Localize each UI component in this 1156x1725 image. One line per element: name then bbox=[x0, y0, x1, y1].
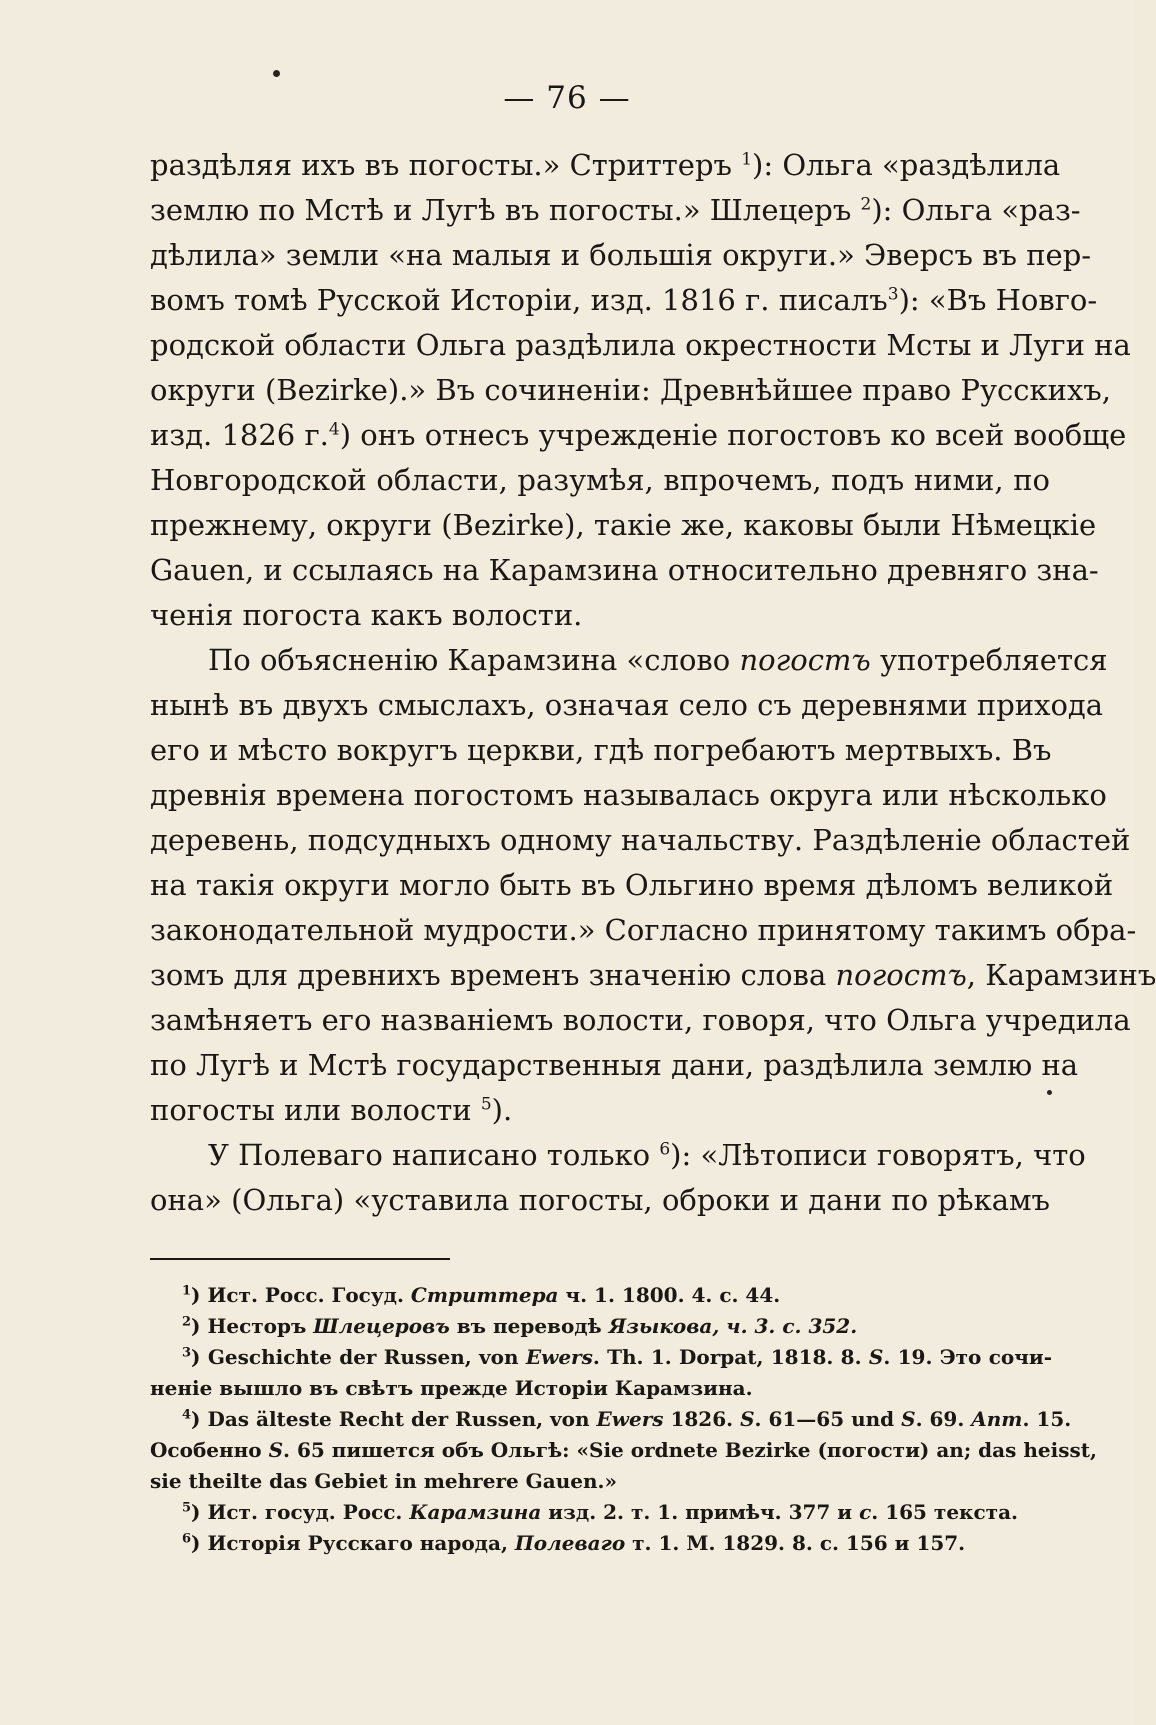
italic-text: погостъ bbox=[739, 643, 871, 677]
text-run: ) онъ отнесъ учрежденіе погостовъ ко всей вообще bbox=[339, 418, 1127, 452]
text-run: . 15. bbox=[1022, 1407, 1072, 1431]
text-run: ): Ольга «раздѣлила bbox=[752, 148, 1061, 182]
text-line bbox=[150, 503, 1097, 548]
text-run: ). bbox=[491, 1093, 513, 1127]
text-run: Новгородской области, разумѣя, впрочемъ, подъ ними, по bbox=[150, 463, 1050, 497]
text-line bbox=[150, 908, 1137, 953]
text-run: прежнему, округи (Bezirke), такіе же, каковы были Нѣмецкіе bbox=[150, 508, 1097, 542]
text-run: зомъ для древнихъ временъ значенію слова bbox=[150, 958, 836, 992]
text-line bbox=[150, 638, 1108, 683]
text-run: въ переводѣ bbox=[449, 1314, 609, 1338]
footnote-separator bbox=[150, 1258, 450, 1260]
text-run: ): Ольга «раз- bbox=[871, 193, 1081, 227]
text-line bbox=[150, 233, 1092, 278]
text-line bbox=[150, 773, 1107, 818]
text-line bbox=[150, 323, 1131, 368]
italic-text: S bbox=[740, 1407, 755, 1431]
ink-speck bbox=[273, 70, 280, 77]
text-run: ) Ист. Росс. Госуд. bbox=[191, 1283, 411, 1307]
footnote-line bbox=[150, 1280, 1052, 1311]
footnote-ref: 5 bbox=[480, 1094, 492, 1115]
footnote-line bbox=[150, 1497, 1052, 1528]
text-line bbox=[150, 143, 1061, 188]
text-run: , Карамзинъ bbox=[966, 958, 1156, 992]
text-run: . 19. Это сочи- bbox=[883, 1345, 1053, 1369]
footnote-ref: 2 bbox=[860, 194, 872, 215]
footnote-line bbox=[150, 1435, 1097, 1466]
text-line bbox=[150, 863, 1114, 908]
footnote-ref: 4 bbox=[182, 1407, 192, 1423]
italic-text: погостъ bbox=[835, 958, 967, 992]
text-run: законодательной мудрости.» Согласно принятому такимъ обра- bbox=[150, 913, 1137, 947]
footnote-ref: 6 bbox=[182, 1531, 192, 1547]
text-line bbox=[150, 1043, 1079, 1088]
italic-text: Ewers bbox=[525, 1345, 593, 1369]
text-run: ) Несторъ bbox=[191, 1314, 314, 1338]
footnote-ref: 1 bbox=[182, 1283, 192, 1299]
footnote-ref: 6 bbox=[659, 1139, 671, 1160]
footnote-line bbox=[150, 1373, 1052, 1404]
text-line bbox=[150, 458, 1050, 503]
text-run: . Th. 1. Dorpat, 1818. 8. bbox=[592, 1345, 869, 1369]
italic-text: Языкова, ч. 3. с. 352. bbox=[608, 1314, 858, 1338]
italic-text: Ewers bbox=[596, 1407, 664, 1431]
text-run: ): «Въ Новго- bbox=[898, 283, 1098, 317]
text-line bbox=[150, 728, 1050, 773]
text-run: . 65 пишется объ Ольгѣ: «Sie ordnete Bezirke (погости) an; das heisst, bbox=[283, 1438, 1097, 1462]
text-run: ) Das älteste Recht der Russen, von bbox=[191, 1407, 597, 1431]
text-line bbox=[150, 818, 1131, 863]
italic-text: Стриттера bbox=[410, 1283, 559, 1307]
text-run: неніе вышло въ свѣтъ прежде Исторіи Карамзина. bbox=[150, 1376, 753, 1400]
text-run: ) Ист. госуд. Росс. bbox=[191, 1500, 410, 1524]
footnote-line bbox=[150, 1342, 1052, 1373]
text-line bbox=[150, 593, 1050, 638]
text-line bbox=[150, 683, 1104, 728]
footnote-ref: 3 bbox=[182, 1345, 192, 1361]
text-run: на такія округи могло быть въ Ольгино время дѣломъ великой bbox=[150, 868, 1114, 902]
text-run: Gauen, и ссылаясь на Карамзина относительно древняго зна- bbox=[150, 553, 1099, 587]
text-run: родской области Ольга раздѣлила окрестности Мсты и Луги на bbox=[150, 328, 1131, 362]
text-run: употребляется bbox=[870, 643, 1108, 677]
footnote-line bbox=[150, 1311, 1052, 1342]
italic-text: Полеваго bbox=[514, 1531, 626, 1555]
text-run: По объясненію Карамзина «слово bbox=[208, 643, 740, 677]
text-line bbox=[150, 548, 1099, 593]
text-line bbox=[150, 953, 1156, 998]
text-run: ) Исторія Русскаго народа, bbox=[191, 1531, 515, 1555]
text-run: У Полеваго написано только bbox=[208, 1138, 660, 1172]
text-run: раздѣляя ихъ въ погосты.» Стриттеръ bbox=[150, 148, 742, 182]
italic-text: S bbox=[268, 1438, 284, 1462]
italic-text: Anm bbox=[971, 1407, 1023, 1431]
text-line bbox=[150, 188, 1081, 233]
text-run: замѣняетъ его названіемъ волости, говоря, что Ольга учредила bbox=[150, 1003, 1131, 1037]
italic-text: Карамзина bbox=[409, 1500, 542, 1524]
page-number: — 76 — bbox=[503, 80, 631, 116]
text-run: она» (Ольга) «уставила погосты, оброки и дани по рѣкамъ bbox=[150, 1183, 1050, 1217]
text-run: округи (Bezirke).» Въ сочиненіи: Древнѣйшее право Русскихъ, bbox=[150, 373, 1111, 407]
footnote-ref: 1 bbox=[741, 149, 753, 170]
text-run: деревень, подсудныхъ одному начальству. Раздѣленіе областей bbox=[150, 823, 1131, 857]
footnote-line bbox=[150, 1528, 1052, 1559]
text-run: . 61—65 und bbox=[754, 1407, 902, 1431]
main-text bbox=[150, 143, 1156, 1223]
text-line bbox=[150, 1178, 1050, 1223]
text-run: ч. 1. 1800. 4. с. 44. bbox=[558, 1283, 781, 1307]
text-line bbox=[150, 278, 1098, 323]
text-run: . 69. bbox=[915, 1407, 972, 1431]
italic-text: S bbox=[868, 1345, 884, 1369]
footnotes bbox=[150, 1280, 1097, 1559]
italic-text: с bbox=[859, 1500, 872, 1524]
text-run: его и мѣсто вокругъ церкви, гдѣ погребаютъ мертвыхъ. Въ bbox=[150, 733, 1052, 767]
text-run: землю по Мстѣ и Лугѣ въ погосты.» Шлецеръ bbox=[150, 193, 861, 227]
footnote-line bbox=[150, 1404, 1072, 1435]
footnote-ref: 2 bbox=[182, 1314, 192, 1330]
text-line bbox=[150, 413, 1127, 458]
text-run: ): «Лѣтописи говорятъ, что bbox=[670, 1138, 1086, 1172]
text-run: древнія времена погостомъ называлась округа или нѣсколько bbox=[150, 778, 1107, 812]
italic-text: Шлецеровъ bbox=[313, 1314, 450, 1338]
text-line bbox=[150, 1133, 1086, 1178]
text-run: погосты или волости bbox=[150, 1093, 481, 1127]
text-run: изд. 2. т. 1. примѣч. 377 и bbox=[541, 1500, 860, 1524]
text-run: ) Geschichte der Russen, von bbox=[191, 1345, 526, 1369]
text-line bbox=[150, 368, 1111, 413]
text-run: Особенно bbox=[150, 1438, 269, 1462]
text-run: по Лугѣ и Мстѣ государственныя дани, раздѣлила землю на bbox=[150, 1048, 1079, 1082]
text-run: sie theilte das Gebiet in mehrere Gauen.» bbox=[150, 1469, 617, 1493]
text-run: . 165 текста. bbox=[871, 1500, 1018, 1524]
text-run: т. 1. М. 1829. 8. с. 156 и 157. bbox=[625, 1531, 966, 1555]
text-run: вомъ томѣ Русской Исторіи, изд. 1816 г. писалъ bbox=[150, 283, 888, 317]
footnote-ref: 4 bbox=[328, 419, 340, 440]
text-run: нынѣ въ двухъ смыслахъ, означая село съ деревнями прихода bbox=[150, 688, 1104, 722]
footnote-ref: 3 bbox=[887, 284, 899, 305]
text-run: ченія погоста какъ волости. bbox=[150, 598, 583, 632]
footnote-ref: 5 bbox=[182, 1500, 192, 1516]
italic-text: S bbox=[901, 1407, 916, 1431]
text-line bbox=[150, 1088, 1050, 1133]
text-line bbox=[150, 998, 1131, 1043]
text-run: изд. 1826 г. bbox=[150, 418, 329, 452]
ink-speck bbox=[1047, 1090, 1052, 1095]
footnote-line bbox=[150, 1466, 1052, 1497]
text-run: дѣлила» земли «на малыя и большія округи.» Эверсъ въ пер- bbox=[150, 238, 1092, 272]
text-run: 1826. bbox=[663, 1407, 741, 1431]
